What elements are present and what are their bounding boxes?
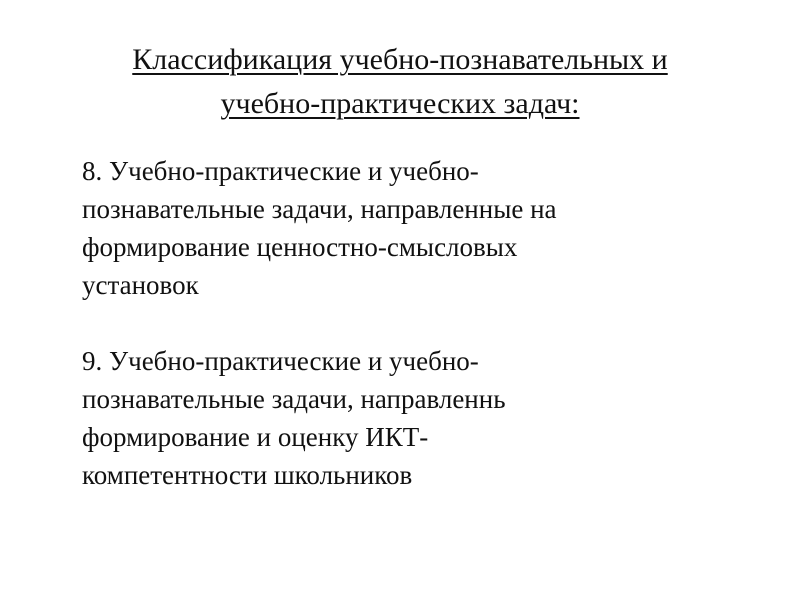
list-item [82, 342, 762, 494]
slide-title-line: учебно-практических задач: [220, 87, 580, 120]
list-item-line: познавательные задачи, направленные на [82, 194, 557, 224]
list-item-line: формирование и оценку ИКТ- [82, 422, 429, 452]
list-item [82, 152, 762, 304]
list-item-line: формирование ценностно-смысловых [82, 232, 518, 262]
spacer [82, 304, 762, 342]
list-item-line: познавательные задачи, направленнь [82, 384, 506, 414]
list-item-line: установок [82, 270, 199, 300]
list-item-line: 9. Учебно-практические и учебно- [82, 346, 479, 376]
slide-title-line: Классификация учебно-познавательных и [132, 43, 668, 76]
list-item-line: 8. Учебно-практические и учебно- [82, 156, 479, 186]
slide-title [60, 38, 740, 126]
list-item-line: компетентности школьников [82, 460, 413, 490]
slide-body [82, 152, 762, 494]
